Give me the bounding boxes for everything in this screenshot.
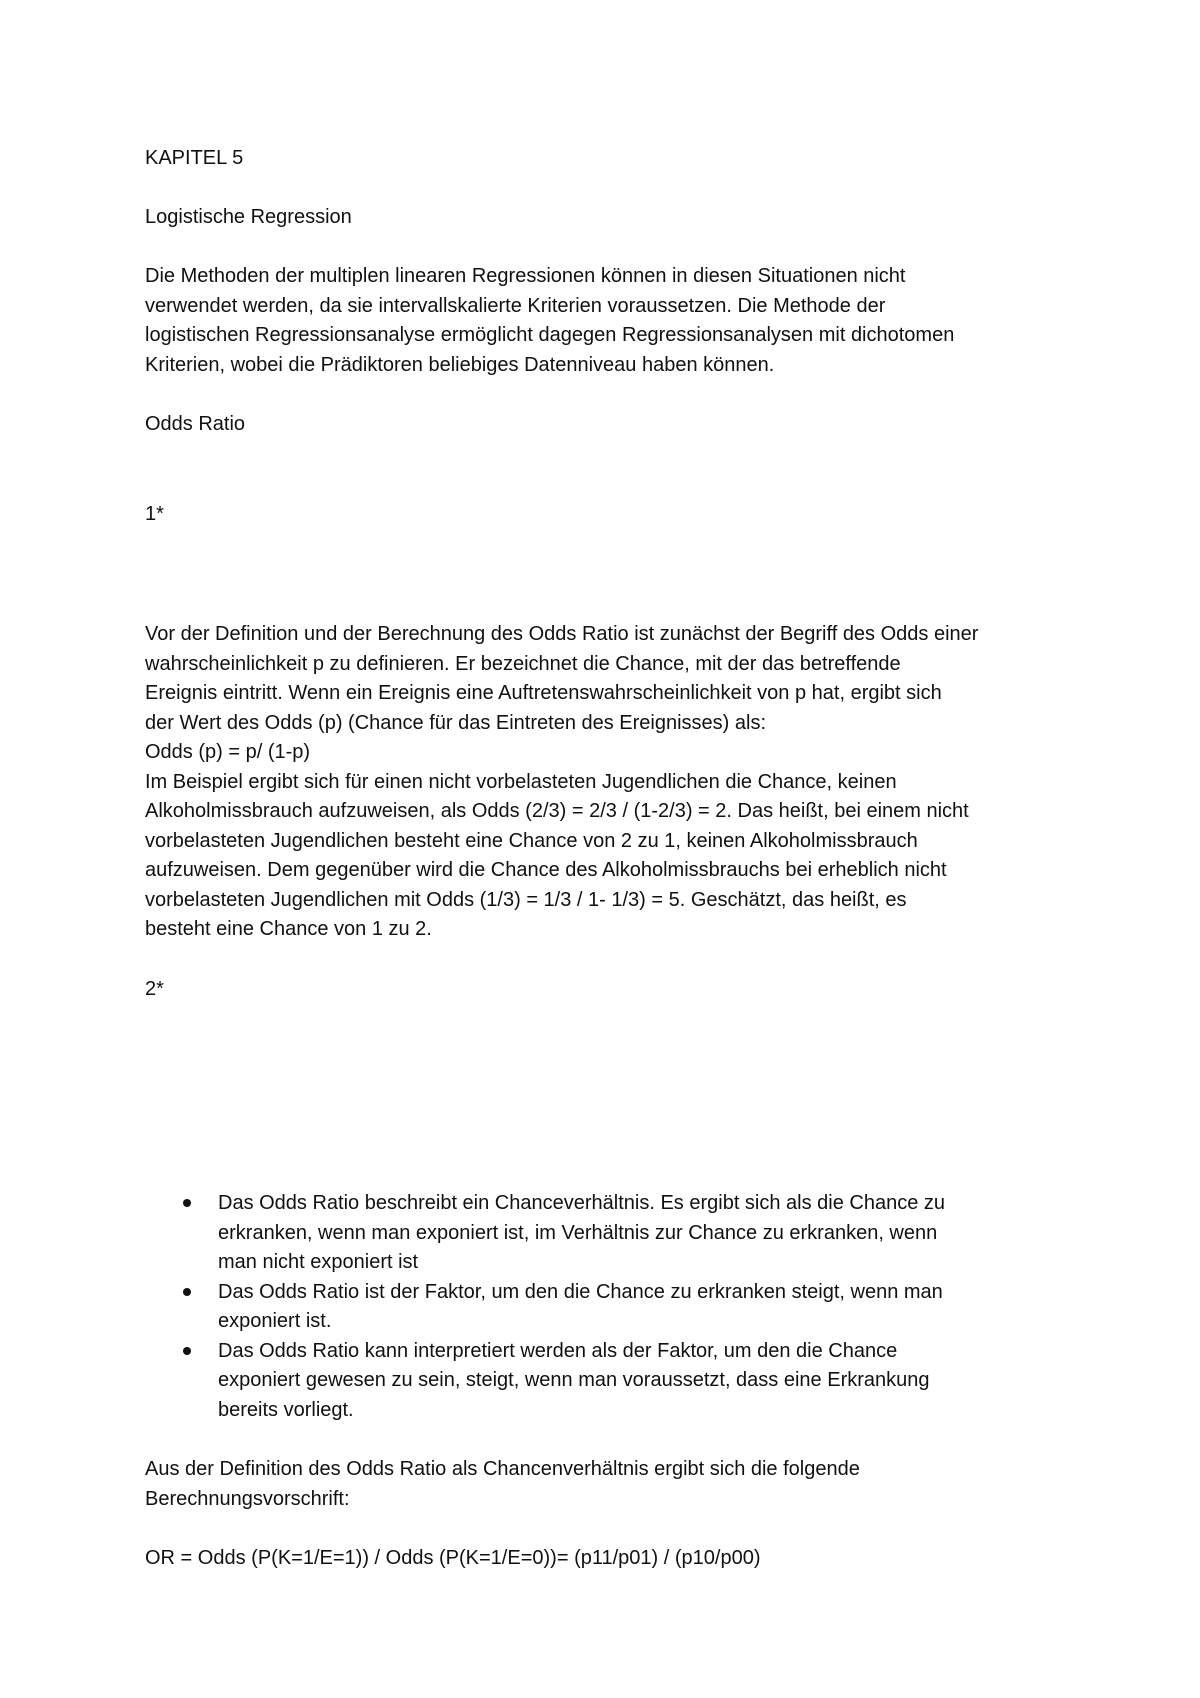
paragraph-line: Kriterien, wobei die Prädiktoren beliebiges Datenniveau haben können. (145, 353, 775, 376)
bullet-item (145, 1337, 1085, 1426)
paragraph-line: Ereignis eintritt. Wenn ein Ereignis eine Auftretenswahrscheinlichkeit von p hat, ergibt sich (145, 682, 942, 704)
bullet-line: bereits vorliegt. (218, 1398, 354, 1421)
paragraph-line: Aus der Definition des Odds Ratio als Chancenverhältnis ergibt sich die folgende (145, 1458, 860, 1480)
paragraph-line: Im Beispiel ergibt sich für einen nicht vorbelasteten Jugendlichen die Chance, keinen (145, 770, 897, 793)
section-title: Logistische Regression (145, 206, 352, 228)
bullet-line: Das Odds Ratio beschreibt ein Chanceverhältnis. Es ergibt sich als die Chance zu (218, 1192, 946, 1214)
definition-paragraph (145, 620, 1085, 945)
paragraph-line: Die Methoden der multiplen linearen Regressionen können in diesen Situationen nicht (145, 265, 906, 287)
bullet-line: erkranken, wenn man exponiert ist, im Verhältnis zur Chance zu erkranken, wenn (218, 1221, 938, 1244)
paragraph-line: wahrscheinlichkeit p zu definieren. Er bezeichnet die Chance, mit der das betreffende (145, 652, 901, 675)
bullet-item (145, 1189, 1085, 1278)
bullet-line: exponiert ist. (218, 1310, 332, 1332)
bullet-dot-icon (183, 1199, 191, 1207)
bullet-line: Das Odds Ratio ist der Faktor, um den die Chance zu erkranken steigt, wenn man (218, 1280, 943, 1303)
paragraph-line: vorbelasteten Jugendlichen mit Odds (1/3) = 1/3 / 1- 1/3) = 5. Geschätzt, das heißt, es (145, 888, 907, 911)
paragraph-line: verwendet werden, da sie intervallskalierte Kriterien voraussetzen. Die Methode der (145, 294, 886, 317)
paragraph-line: aufzuweisen. Dem gegenüber wird die Chance des Alkoholmissbrauchs bei erheblich nicht (145, 859, 947, 881)
paragraph-line: Berechnungsvorschrift: (145, 1487, 350, 1510)
paragraph-line: der Wert des Odds (p) (Chance für das Eintreten des Ereignisses) als: (145, 711, 767, 734)
bullet-item (145, 1278, 1085, 1337)
paragraph-line: besteht eine Chance von 1 zu 2. (145, 918, 432, 940)
odds-ratio-heading: Odds Ratio (145, 413, 246, 435)
odds-ratio-formula: OR = Odds (P(K=1/E=1)) / Odds (P(K=1/E=0))= (p11/p01) / (p10/p00) (145, 1547, 761, 1569)
intro-paragraph (145, 262, 1085, 380)
paragraph-line: Alkoholmissbrauch aufzuweisen, als Odds (2/3) = 2/3 / (1-2/3) = 2. Das heißt, bei einem nicht (145, 800, 969, 822)
formula-intro-paragraph (145, 1455, 1085, 1514)
bullet-line: man nicht exponiert ist (218, 1251, 419, 1273)
figure-marker-2: 2* (145, 978, 164, 1000)
bullet-line: exponiert gewesen zu sein, steigt, wenn man voraussetzt, dass eine Erkrankung (218, 1369, 930, 1391)
bullet-dot-icon (183, 1347, 191, 1355)
paragraph-line: vorbelasteten Jugendlichen besteht eine Chance von 2 zu 1, keinen Alkoholmissbrauch (145, 829, 918, 852)
paragraph-line: Vor der Definition und der Berechnung des Odds Ratio ist zunächst der Begriff des Odds einer (145, 623, 979, 645)
paragraph-line: logistischen Regressionsanalyse ermöglicht dagegen Regressionsanalysen mit dichotomen (145, 324, 955, 346)
figure-marker-1: 1* (145, 503, 164, 525)
chapter-heading: KAPITEL 5 (145, 147, 244, 169)
bullet-list (145, 1189, 1085, 1425)
bullet-dot-icon (183, 1288, 191, 1296)
bullet-line: Das Odds Ratio kann interpretiert werden als der Faktor, um den die Chance (218, 1339, 898, 1362)
formula-odds-line: Odds (p) = p/ (1-p) (145, 741, 311, 763)
